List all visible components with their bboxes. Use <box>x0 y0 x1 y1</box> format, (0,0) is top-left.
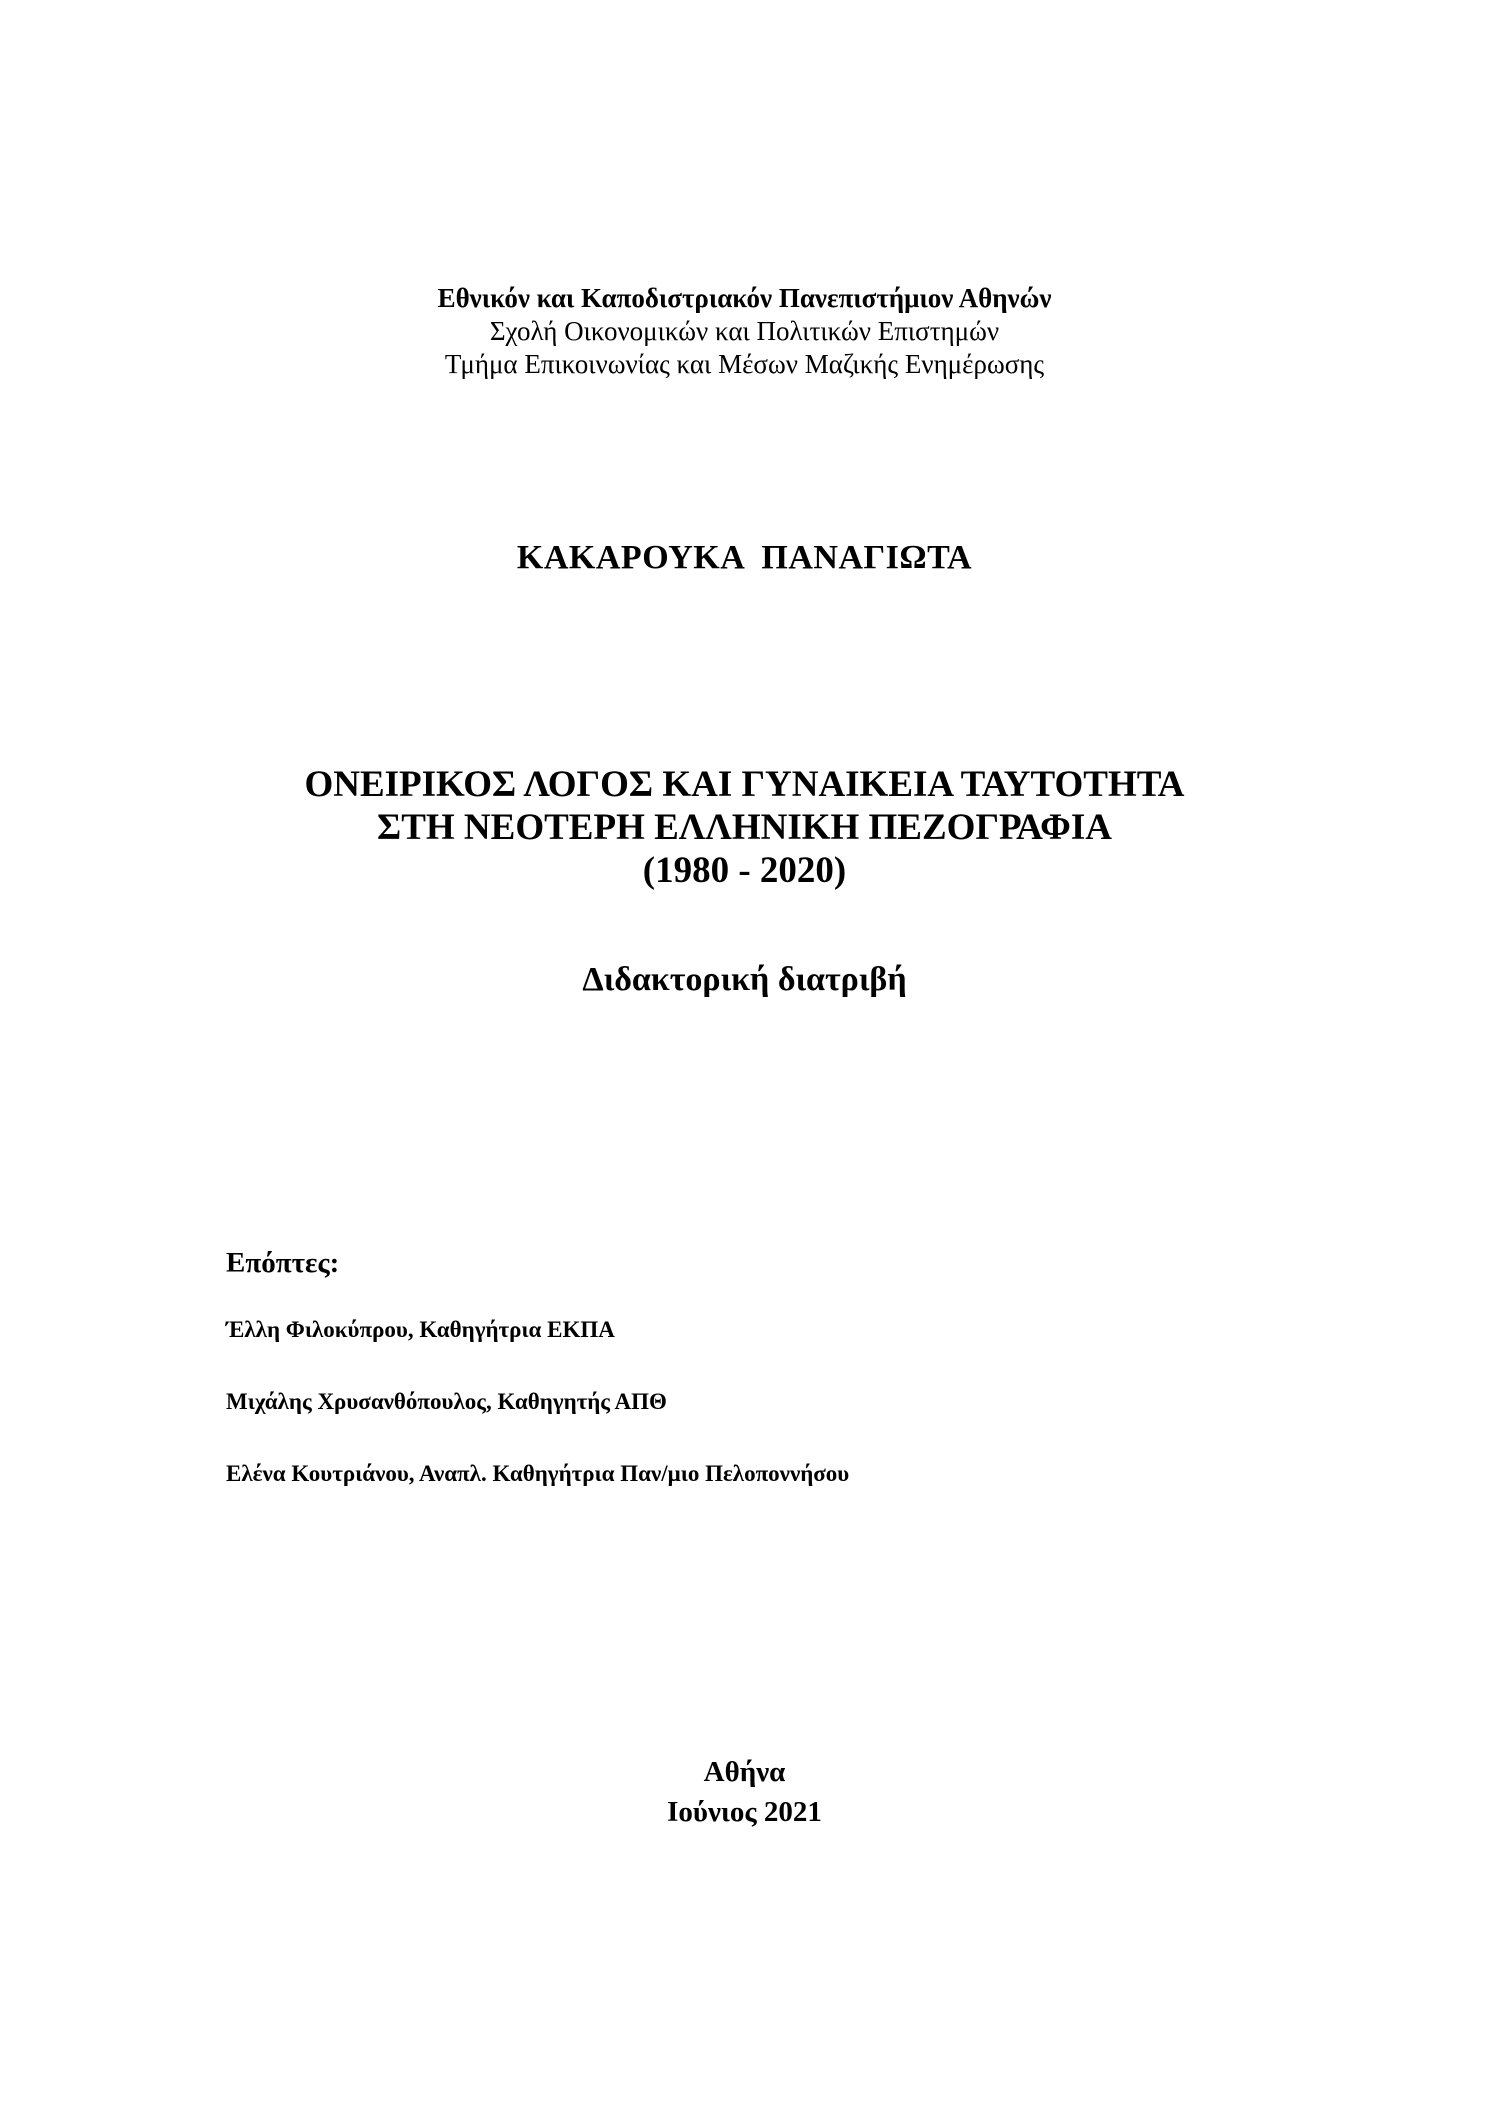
school-name: Σχολή Οικονομικών και Πολιτικών Επιστημών <box>489 316 1000 346</box>
thesis-title <box>0 763 1489 892</box>
title-line-1: ΟΝΕΙΡΙΚΟΣ ΛΟΓΟΣ ΚΑΙ ΓΥΝΑΙΚΕΙΑ ΤΑΥΤΟΤΗΤΑ <box>304 764 1185 805</box>
document-type-label: Διδακτορική διατριβή <box>582 961 907 998</box>
author-block <box>0 538 1489 578</box>
supervisor-2: Μιχάλης Χρυσανθόπουλος, Καθηγητής ΑΠΘ <box>226 1389 667 1414</box>
supervisors-heading: Επόπτες: <box>226 1247 340 1279</box>
author-name: ΚΑΚΑΡΟΥΚΑ ΠΑΝΑΓΙΩΤΑ <box>516 539 973 576</box>
title-line-2: ΣΤΗ ΝΕΟΤΕΡΗ ΕΛΛΗΝΙΚΗ ΠΕΖΟΓΡΑΦΙΑ <box>377 807 1112 848</box>
date: Ιούνιος 2021 <box>667 1796 822 1828</box>
institution-header <box>0 282 1489 381</box>
title-years: (1980 - 2020) <box>642 850 847 891</box>
place-date-block <box>0 1752 1489 1832</box>
department-name: Τμήμα Επικοινωνίας και Μέσων Μαζικής Ενημέρωσης <box>444 349 1045 379</box>
city: Αθήνα <box>703 1756 786 1788</box>
document-type <box>0 960 1489 1000</box>
supervisors-section <box>226 1245 1326 1531</box>
supervisor-3: Ελένα Κουτριάνου, Αναπλ. Καθηγήτρια Παν/μιο Πελοποννήσου <box>226 1461 850 1486</box>
supervisor-1: Έλλη Φιλοκύπρου, Καθηγήτρια ΕΚΠΑ <box>226 1317 615 1342</box>
university-name: Εθνικόν και Καποδιστριακόν Πανεπιστήμιον Αθηνών <box>437 283 1052 313</box>
